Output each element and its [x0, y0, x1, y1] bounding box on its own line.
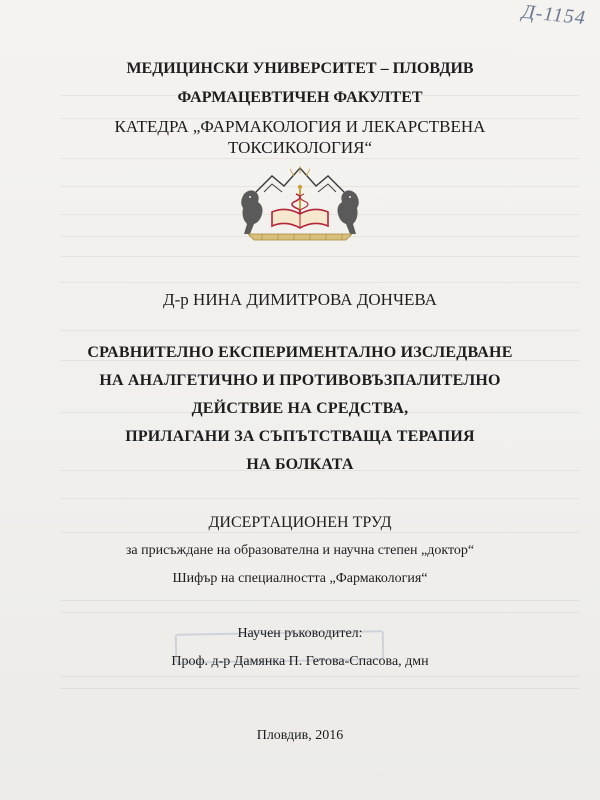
dissertation-title-line-1: СРАВНИТЕЛНО ЕКСПЕРИМЕНТАЛНО ИЗСЛЕДВАНЕ: [87, 344, 513, 361]
handwritten-note: Д-1154: [521, 0, 588, 30]
dissertation-title-line-4: ПРИЛАГАНИ ЗА СЪПЪТСТВАЩА ТЕРАПИЯ: [125, 428, 475, 445]
dissertation-title-line-2: НА АНАЛГЕТИЧНО И ПРОТИВОВЪЗПАЛИТЕЛНО: [99, 372, 501, 389]
dissertation-title-line-5: НА БОЛКАТА: [246, 456, 354, 473]
department-line-1: КАТЕДРА „ФАРМАКОЛОГИЯ И ЛЕКАРСТВЕНА: [114, 117, 486, 136]
document-type: ДИСЕРТАЦИОНЕН ТРУД: [208, 514, 392, 531]
dissertation-title-line-3: ДЕЙСТВИЕ НА СРЕДСТВА,: [191, 400, 409, 417]
supervisor-label: Научен ръководител:: [237, 626, 363, 641]
university-name: МЕДИЦИНСКИ УНИВЕРСИТЕТ – ПЛОВДИВ: [126, 60, 474, 77]
author-name: Д-р НИНА ДИМИТРОВА ДОНЧЕВА: [163, 290, 437, 309]
place-and-year: Пловдив, 2016: [256, 728, 344, 743]
department-line-2: ТОКСИКОЛОГИЯ“: [227, 138, 373, 157]
university-emblem-icon: [238, 164, 362, 244]
faculty-name: ФАРМАЦЕВТИЧЕН ФАКУЛТЕТ: [177, 89, 423, 106]
degree-purpose: за присъждане на образователна и научна степен „доктор“: [125, 543, 475, 558]
specialty-code: Шифър на специалността „Фармакология“: [172, 571, 428, 586]
supervisor-name: Проф. д-р Дамянка П. Гетова-Спасова, дмн: [171, 654, 429, 669]
